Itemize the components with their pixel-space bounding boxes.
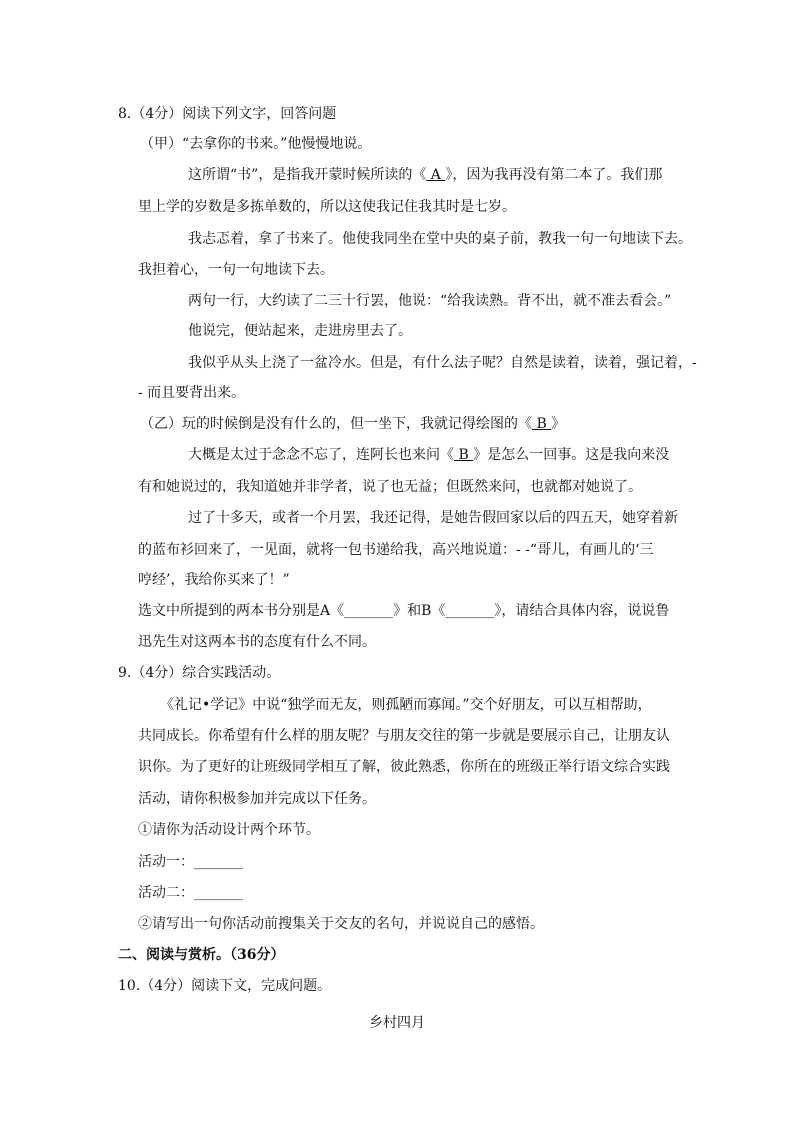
q8-p5b: - 而且要背出来。 <box>138 385 246 401</box>
q8-header: 8.（4分）阅读下列文字，回答问题 <box>118 106 337 122</box>
q9-activity2: 活动二：_______ <box>138 885 243 901</box>
blank-b: B <box>532 416 552 432</box>
q9-p3: 识你。为了更好的让班级同学相互了解，彼此熟悉，你所在的班级正举行语文综合实践 <box>138 759 670 775</box>
p6a-pre: 大概是太过于念念不忘了，连阿长也来问《 <box>188 447 454 463</box>
q8-p7b: 的蓝布衫回来了，一见面，就将一包书递给我，高兴地说道：- -“哥儿，有画儿的‘三 <box>138 542 654 558</box>
q9-task2: ②请写出一句你活动前搜集关于交友的名句，并说说自己的感悟。 <box>138 916 544 932</box>
q8-p1a <box>188 165 662 185</box>
q8-p6b: 有和她说过的，我知道她并非学者，说了也无益；但既然来问，也就都对她说了。 <box>138 479 642 495</box>
blank-a: A <box>426 167 446 183</box>
q8-p7c: 哼经’，我给你买来了！” <box>138 572 290 588</box>
p1a-post: 》，因为我再没有第二本了。我们那 <box>445 167 663 183</box>
p1a-pre: 这所谓“书”，是指我开蒙时候所读的《 <box>188 167 427 183</box>
q9-p2: 共同成长。你希望有什么样的朋友呢？与朋友交往的第一步就是要展示自己，让朋友认 <box>138 728 670 744</box>
q8-yi-line <box>140 414 565 434</box>
q8-p2a: 我忐忑着，拿了书来了。他使我同坐在堂中央的桌子前，教我一句一句地读下去。 <box>188 231 692 247</box>
yi-post: 》 <box>551 416 566 432</box>
q8-jia-line <box>140 134 371 154</box>
q9-activity1: 活动一：_______ <box>138 854 243 870</box>
q8-p2b: 我担着心，一句一句地读下去。 <box>138 262 334 278</box>
q8-p7a: 过了十多天，或者一个月罢，我还记得，是她告假回家以后的四五天，她穿着新 <box>188 510 678 526</box>
q8-p3: 两句一行，大约读了二三十行罢，他说：“给我读熟。背不出，就不准去看会。” <box>188 293 672 309</box>
q10-header: 10.（4分）阅读下文，完成问题。 <box>118 978 332 994</box>
q8-p4: 他说完，便站起来，走进房里去了。 <box>188 323 412 339</box>
q8-p6a <box>188 445 669 465</box>
blank-b-2: B <box>454 447 474 463</box>
p6a-post: 》是怎么一回事。这是我向来没 <box>473 447 670 463</box>
q8-question-b: 迅先生对这两本书的态度有什么不同。 <box>138 634 376 650</box>
poem-title: 乡村四月 <box>369 1015 425 1031</box>
q8-p1b: 里上学的岁数是多拣单数的，所以这使我记住我其时是七岁。 <box>138 199 516 215</box>
q8-question-a: 选文中所提到的两本书分别是A《_______》和B《_______》，请结合具体内容，说说鲁 <box>138 603 670 619</box>
q8-p5a: 我似乎从头上浇了一盆冷水。但是，有什么法子呢？自然是读着，读着，强记着，- <box>188 355 697 371</box>
q9-header: 9.（4分）综合实践活动。 <box>118 665 281 681</box>
section-2-heading: 二、阅读与赏析。（36分） <box>118 947 285 963</box>
q9-p1: 《礼记•学记》中说“独学而无友，则孤陋而寡闻。”交个好朋友，可以互相帮助， <box>160 697 652 713</box>
q9-p4: 活动，请你积极参加并完成以下任务。 <box>138 791 376 807</box>
jia-label: （甲） <box>140 136 182 152</box>
jia-quote: “去拿你的书来。”他慢慢地说。 <box>182 136 372 152</box>
yi-pre: （乙）玩的时候倒是没有什么的，但一坐下，我就记得绘图的《 <box>140 416 532 432</box>
q9-task1: ①请你为活动设计两个环节。 <box>138 822 320 838</box>
